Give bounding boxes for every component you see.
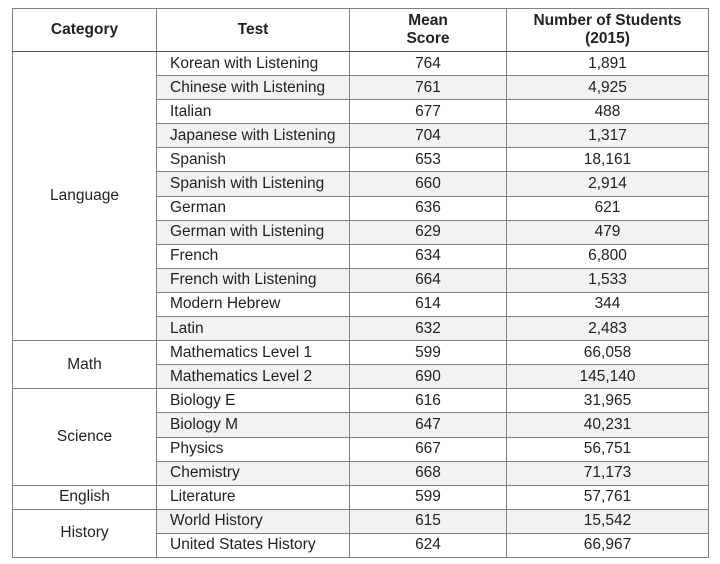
table-row (13, 509, 709, 533)
mean-score-cell: 647 (350, 413, 507, 437)
student-count-cell: 488 (507, 100, 709, 124)
student-count-cell: 57,761 (507, 485, 709, 509)
mean-score-cell: 634 (350, 244, 507, 268)
student-count-cell: 56,751 (507, 437, 709, 461)
student-count-cell: 621 (507, 196, 709, 220)
header-number-of-students (507, 9, 709, 52)
student-count-cell: 2,483 (507, 317, 709, 341)
mean-score-cell: 615 (350, 509, 507, 533)
mean-score-cell: 599 (350, 341, 507, 365)
test-name-cell: Japanese with Listening (157, 124, 350, 148)
mean-score-cell: 761 (350, 76, 507, 100)
mean-score-cell: 653 (350, 148, 507, 172)
student-count-cell: 6,800 (507, 244, 709, 268)
mean-score-cell: 624 (350, 533, 507, 557)
test-name-cell: Italian (157, 100, 350, 124)
header-mean-score (350, 9, 507, 52)
student-count-cell: 18,161 (507, 148, 709, 172)
category-cell: English (13, 485, 157, 509)
category-cell: Language (13, 52, 157, 341)
mean-score-cell: 690 (350, 365, 507, 389)
mean-score-cell: 667 (350, 437, 507, 461)
student-count-cell: 71,173 (507, 461, 709, 485)
student-count-cell: 2,914 (507, 172, 709, 196)
student-count-cell: 4,925 (507, 76, 709, 100)
category-cell: History (13, 509, 157, 557)
mean-score-cell: 677 (350, 100, 507, 124)
category-cell: Science (13, 389, 157, 485)
test-name-cell: French with Listening (157, 268, 350, 292)
test-name-cell: Biology E (157, 389, 350, 413)
header-row (13, 9, 709, 52)
mean-score-cell: 629 (350, 220, 507, 244)
test-name-cell: Chemistry (157, 461, 350, 485)
test-name-cell: Mathematics Level 1 (157, 341, 350, 365)
header-students-line2: (2015) (585, 30, 630, 47)
mean-score-cell: 764 (350, 52, 507, 76)
test-name-cell: Literature (157, 485, 350, 509)
student-count-cell: 479 (507, 220, 709, 244)
table-body (13, 52, 709, 558)
test-name-cell: Modern Hebrew (157, 292, 350, 316)
mean-score-cell: 704 (350, 124, 507, 148)
test-name-cell: Biology M (157, 413, 350, 437)
test-name-cell: Mathematics Level 2 (157, 365, 350, 389)
student-count-cell: 31,965 (507, 389, 709, 413)
mean-score-cell: 632 (350, 317, 507, 341)
test-name-cell: Latin (157, 317, 350, 341)
header-category: Category (13, 9, 157, 52)
student-count-cell: 1,891 (507, 52, 709, 76)
test-name-cell: United States History (157, 533, 350, 557)
student-count-cell: 66,058 (507, 341, 709, 365)
student-count-cell: 1,317 (507, 124, 709, 148)
test-name-cell: Korean with Listening (157, 52, 350, 76)
test-name-cell: Spanish with Listening (157, 172, 350, 196)
mean-score-cell: 614 (350, 292, 507, 316)
table-row (13, 52, 709, 76)
test-name-cell: French (157, 244, 350, 268)
table-row (13, 485, 709, 509)
table-row (13, 341, 709, 365)
mean-score-cell: 616 (350, 389, 507, 413)
test-name-cell: Spanish (157, 148, 350, 172)
header-test: Test (157, 9, 350, 52)
student-count-cell: 344 (507, 292, 709, 316)
test-name-cell: Chinese with Listening (157, 76, 350, 100)
mean-score-cell: 668 (350, 461, 507, 485)
student-count-cell: 66,967 (507, 533, 709, 557)
mean-score-cell: 664 (350, 268, 507, 292)
mean-score-cell: 636 (350, 196, 507, 220)
scores-table (12, 8, 709, 558)
table-row (13, 389, 709, 413)
header-mean-line2: Score (406, 30, 450, 47)
category-cell: Math (13, 341, 157, 389)
student-count-cell: 145,140 (507, 365, 709, 389)
mean-score-cell: 599 (350, 485, 507, 509)
student-count-cell: 1,533 (507, 268, 709, 292)
test-name-cell: World History (157, 509, 350, 533)
header-students-line1: Number of Students (533, 12, 682, 29)
mean-score-cell: 660 (350, 172, 507, 196)
student-count-cell: 15,542 (507, 509, 709, 533)
test-name-cell: German with Listening (157, 220, 350, 244)
test-name-cell: Physics (157, 437, 350, 461)
student-count-cell: 40,231 (507, 413, 709, 437)
header-mean-line1: Mean (408, 12, 448, 29)
test-name-cell: German (157, 196, 350, 220)
